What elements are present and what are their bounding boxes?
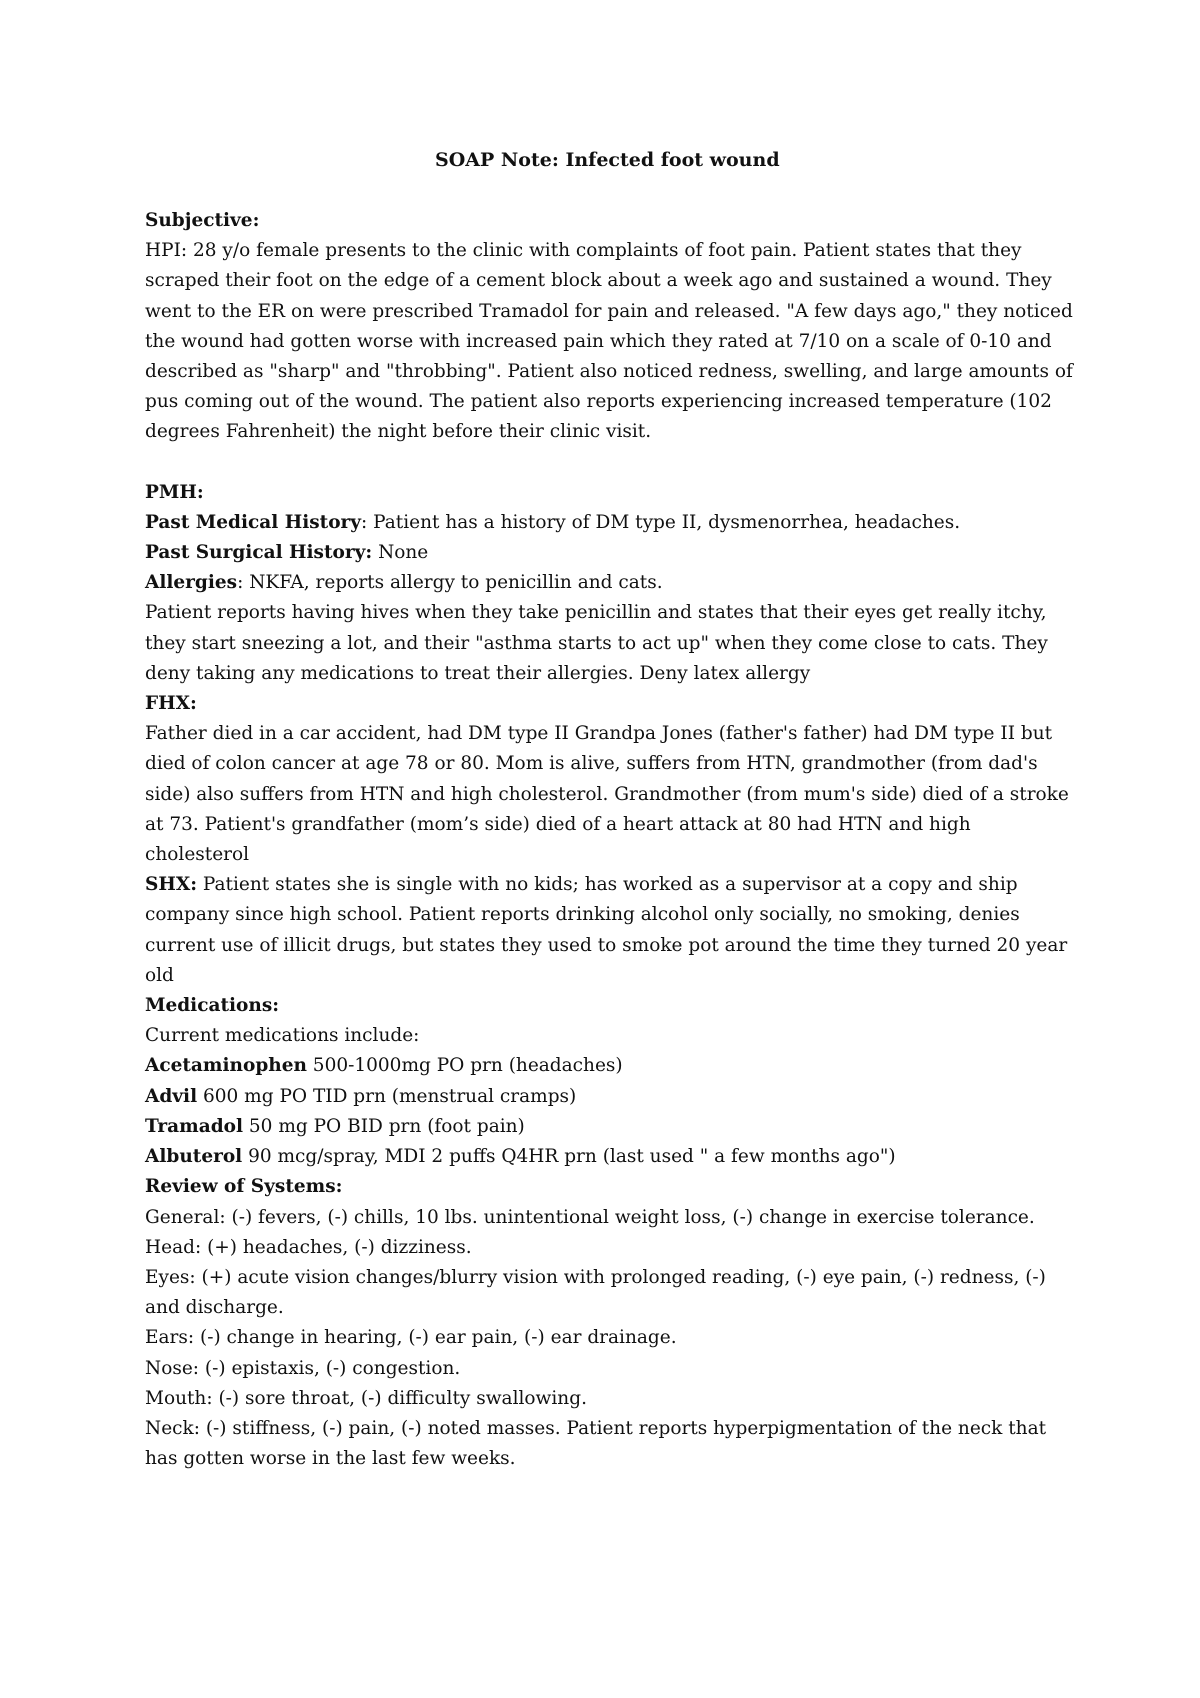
medication-name: Tramadol xyxy=(145,1115,244,1137)
pmh-heading: PMH: xyxy=(145,481,204,503)
document-body xyxy=(145,206,1080,1474)
ros-neck: Neck: (-) stiffness, (-) pain, (-) noted masses. Patient reports hyperpigmentation of the neck that has gotten worse in the last few weeks. xyxy=(145,1417,1047,1470)
past-medical-history xyxy=(145,508,1080,538)
ros-head: Head: (+) headaches, (-) dizziness. xyxy=(145,1236,472,1258)
medication-name: Albuterol xyxy=(145,1146,243,1168)
allergies xyxy=(145,568,1080,598)
past-medical-text: : Patient has a history of DM type II, dysmenorrhea, headaches. xyxy=(361,511,961,533)
medication-name: Advil xyxy=(145,1085,198,1107)
medication-detail: 600 mg PO TID prn (menstrual cramps) xyxy=(197,1085,577,1107)
ros-mouth: Mouth: (-) sore throat, (-) difficulty swallowing. xyxy=(145,1387,587,1409)
shx-paragraph xyxy=(145,870,1080,991)
medication-detail: 500-1000mg PO prn (headaches) xyxy=(306,1055,623,1077)
shx-text: Patient states she is single with no kids; has worked as a supervisor at a copy and ship company since high school. Patient reports drinking alcohol only socially, no smoking, denies current use of illicit drugs, but states they used to smoke pot around the time they turned 20 year old xyxy=(145,874,1068,986)
fhx-paragraph: Father died in a car accident, had DM type II Grandpa Jones (father's father) had DM type II but died of colon cancer at age 78 or 80. Mom is alive, suffers from HTN, grandmother (from dad's side) also suffers from HTN and high cholesterol. Grandmother (from mum's side) died of a stroke at 73. Patient's grandfather (mom’s side) died of a heart attack at 80 had HTN and high cholesterol xyxy=(145,723,1069,866)
hpi-paragraph: HPI: 28 y/o female presents to the clinic with complaints of foot pain. Patient states that they scraped their foot on the edge of a cement block about a week ago and sustained a wound. They went to the ER on were prescribed Tramadol for pain and released. "A few days ago," they noticed the wound had gotten worse with increased pain which they rated at 7/10 on a scale of 0-10 and described as "sharp" and "throbbing". Patient also noticed redness, swelling, and large amounts of pus coming out of the wound. The patient also reports experiencing increased temperature (102 degrees Fahrenheit) the night before their clinic visit. xyxy=(145,240,1073,443)
document-title: SOAP Note: Infected foot wound xyxy=(435,149,780,171)
ros-general: General: (-) fevers, (-) chills, 10 lbs. unintentional weight loss, (-) change in exercise tolerance. xyxy=(145,1206,1035,1228)
shx-label: SHX: xyxy=(145,874,198,896)
ros-nose: Nose: (-) epistaxis, (-) congestion. xyxy=(145,1357,461,1379)
medication-item xyxy=(145,1082,1080,1112)
past-surgical-text: None xyxy=(372,542,429,564)
past-surgical-history xyxy=(145,538,1080,568)
medications-heading: Medications: xyxy=(145,995,280,1017)
allergies-detail: Patient reports having hives when they take penicillin and states that their eyes get really itchy, they start sneezing a lot, and their "asthma starts to act up" when they come close to cats. They deny taking any medications to treat their allergies. Deny latex allergy xyxy=(145,602,1048,684)
medication-name: Acetaminophen xyxy=(145,1055,307,1077)
subjective-heading: Subjective: xyxy=(145,210,260,231)
ros-ears: Ears: (-) change in hearing, (-) ear pain, (-) ear drainage. xyxy=(145,1327,677,1349)
medication-detail: 50 mg PO BID prn (foot pain) xyxy=(243,1115,525,1137)
medication-item xyxy=(145,1051,1080,1081)
fhx-heading: FHX: xyxy=(145,693,197,715)
allergies-text: : NKFA, reports allergy to penicillin and cats. xyxy=(237,572,663,594)
past-medical-label: Past Medical History xyxy=(145,511,362,533)
medications-intro: Current medications include: xyxy=(145,1025,420,1047)
spacer xyxy=(145,448,1080,478)
medication-item xyxy=(145,1142,1080,1172)
ros-eyes: Eyes: (+) acute vision changes/blurry vision with prolonged reading, (-) eye pain, (-) redness, (-) and discharge. xyxy=(145,1266,1046,1319)
past-surgical-label: Past Surgical History: xyxy=(145,542,373,564)
medication-item xyxy=(145,1112,1080,1142)
medication-detail: 90 mcg/spray, MDI 2 puffs Q4HR prn (last used " a few months ago") xyxy=(242,1146,896,1168)
allergies-label: Allergies xyxy=(145,572,238,594)
ros-heading: Review of Systems: xyxy=(145,1176,343,1198)
